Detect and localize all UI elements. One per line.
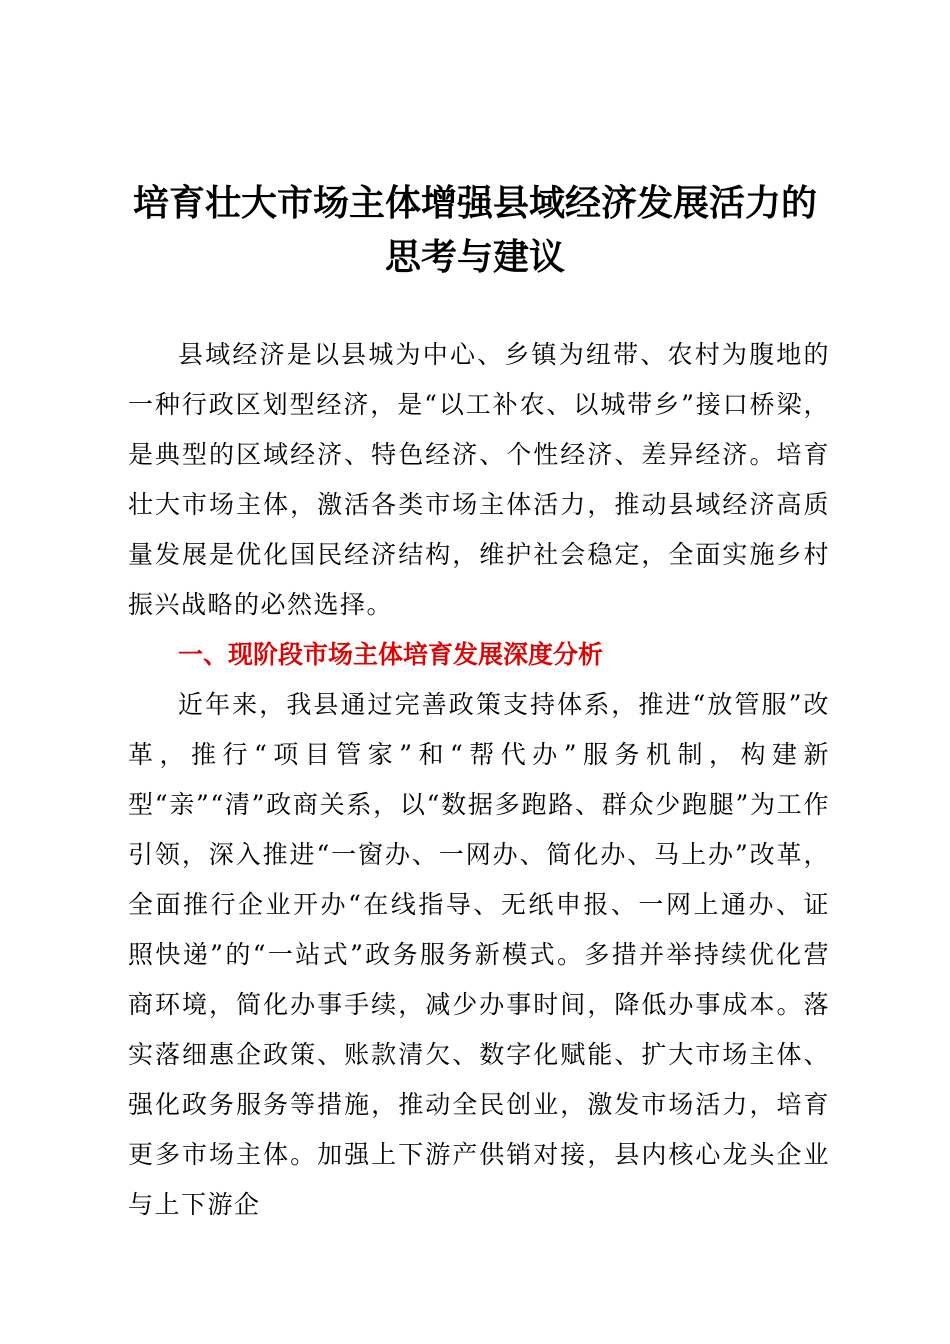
document-title: 培育壮大市场主体增强县域经济发展活力的思考与建议 xyxy=(132,182,817,278)
section-1-paragraph: 近年来，我县通过完善政策支持体系，推进“放管服”改革，推行“项目管家”和“帮代办”服务机制，构建新型“亲”“清”政商关系，以“数据多跑路、群众少跑腿”为工作引领，深入推进“一窗办、一网办、简化办、马上办”改革，全面推行企业开办“在线指导、无纸申报、一网上通办、证照快递”的“一站式”政务服务新模式。多措并举持续优化营商环境，简化办事手续，减少办事时间，降低办事成本。落实落细惠企政策、账款清欠、数字化赋能、扩大市场主体、强化政务服务等措施，推动全民创业，激发市场活力，培育更多市场主体。加强上下游产供销对接，县内核心龙头企业与上下游企 xyxy=(128,690,830,1219)
intro-paragraph: 县域经济是以县城为中心、乡镇为纽带、农村为腹地的一种行政区划型经济，是“以工补农、以城带乡”接口桥梁，是典型的区域经济、特色经济、个性经济、差异经济。培育壮大市场主体，激活各类市场主体活力，推动县域经济高质量发展是优化国民经济结构，维护社会稳定，全面实施乡村振兴战略的必然选择。 xyxy=(128,340,830,619)
section-heading-1: 一、现阶段市场主体培育发展深度分析 xyxy=(178,640,604,669)
